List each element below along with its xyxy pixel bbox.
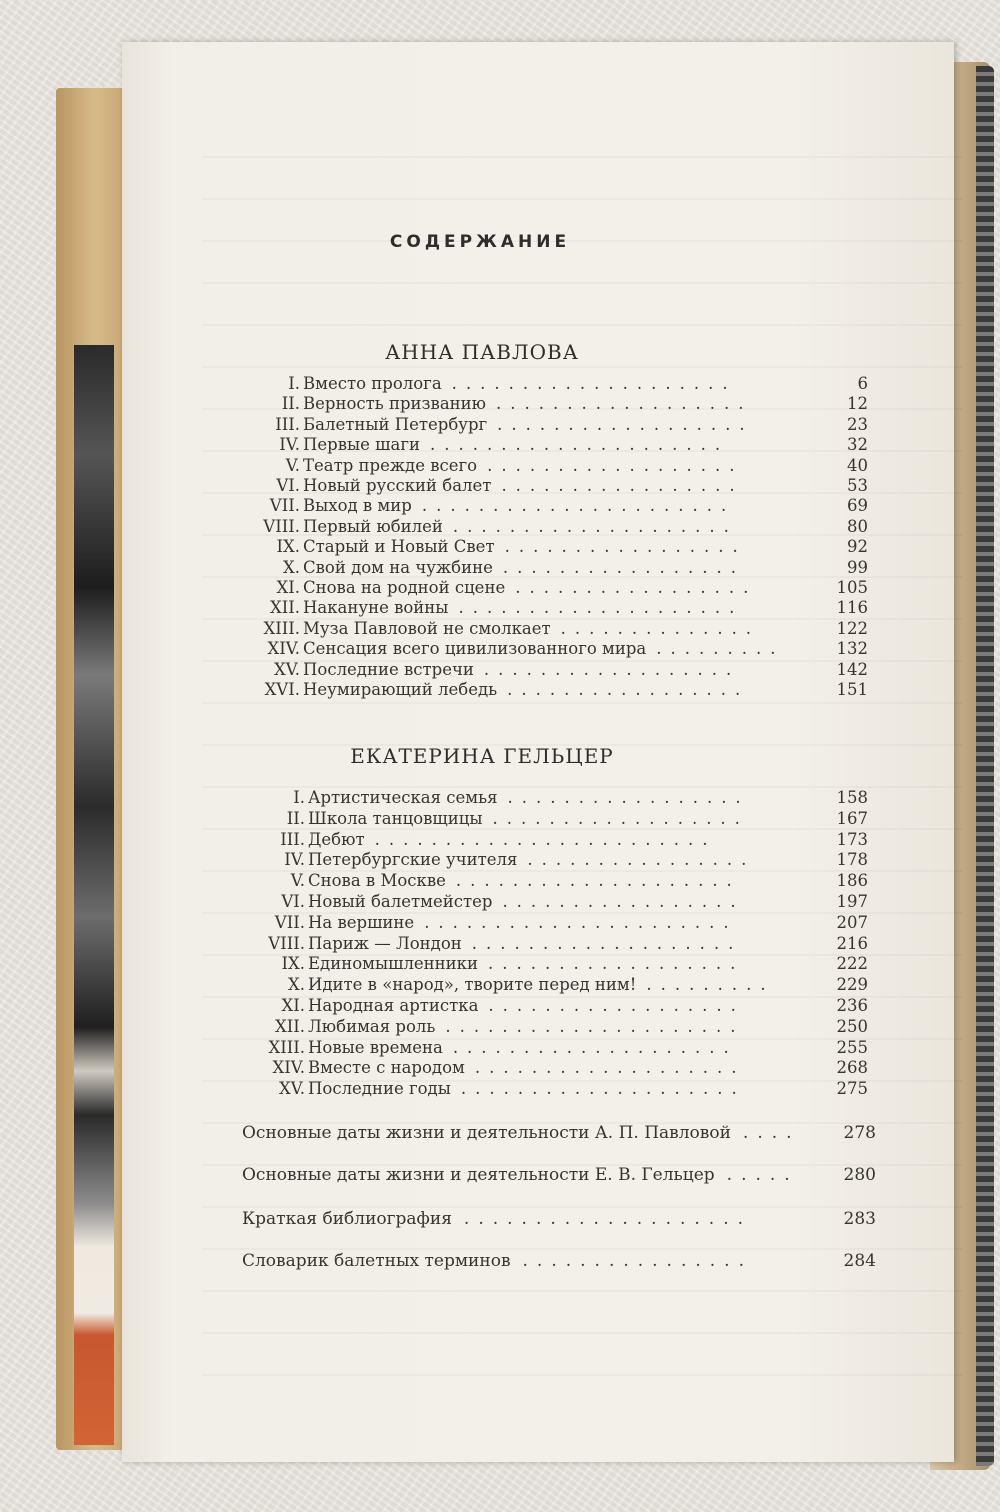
entry-number: VIII. — [263, 516, 300, 536]
toc-entry — [0, 871, 1000, 891]
entry-page-number: 105 — [836, 578, 868, 597]
toc-entry — [0, 892, 1000, 912]
toc-entry — [0, 415, 1000, 435]
entry-page-number: 53 — [847, 476, 868, 495]
entry-title: На вершине — [308, 912, 415, 932]
entry-number: XI. — [281, 996, 305, 1015]
entry-number: XII. — [269, 598, 300, 618]
entry-title: Последние встречи — [303, 659, 474, 679]
dot-leader: ......... — [656, 639, 785, 659]
entry-title: Муза Павловой не смолкает — [303, 618, 551, 638]
toc-entry — [0, 456, 1000, 476]
entry-number: I. — [288, 374, 300, 393]
toc-entry — [0, 680, 1000, 700]
entry-page-number: 250 — [836, 1016, 868, 1036]
dot-leader: ......... — [646, 975, 775, 995]
entry-title: Первый юбилей — [303, 516, 443, 536]
dot-leader: ................. — [502, 557, 746, 577]
entry-number: X. — [288, 975, 305, 995]
entry-title: Старый и Новый Свет — [303, 537, 495, 557]
entry-title: Дебют — [308, 829, 365, 849]
entry-number: IV. — [279, 435, 300, 455]
entry-page-number: 6 — [857, 374, 868, 393]
entry-title: Париж — Лондон — [308, 933, 462, 953]
dot-leader: .................... — [460, 1079, 746, 1099]
entry-page-number: 32 — [847, 435, 868, 455]
entry-page-number: 158 — [836, 788, 868, 807]
toc-entry — [0, 598, 1000, 618]
entry-number: XIV. — [272, 1058, 305, 1078]
entry-page-number: 268 — [836, 1058, 868, 1078]
entry-page-number: 132 — [836, 639, 868, 659]
toc-entry — [0, 558, 1000, 578]
dot-leader: ................ — [527, 850, 756, 870]
dot-leader: .................. — [487, 455, 744, 475]
entry-title: Единомышленники — [308, 954, 478, 974]
entry-number: VI. — [276, 476, 300, 495]
entry-page-number: 229 — [836, 975, 868, 995]
dot-leader: .................. — [496, 394, 753, 414]
toc-entry — [0, 1079, 1000, 1099]
entry-title: Новые времена — [308, 1037, 443, 1057]
entry-page-number: 173 — [836, 829, 868, 849]
toc-entry — [0, 435, 1000, 455]
entry-title: Балетный Петербург — [303, 414, 488, 434]
entry-number: IX. — [281, 954, 305, 974]
dot-leader: ..... — [726, 1165, 799, 1185]
entry-title: Снова в Москве — [308, 871, 446, 891]
entry-title: Новый балетмейстер — [308, 892, 493, 911]
entry-number: VII. — [269, 496, 300, 516]
entry-number: XI. — [276, 578, 300, 597]
entry-title: Театр прежде всего — [303, 455, 478, 475]
entry-number: VIII. — [268, 933, 305, 953]
entry-page-number: 122 — [836, 618, 868, 638]
dot-leader: .................. — [492, 808, 749, 828]
entry-title: Вместо пролога — [303, 374, 442, 393]
entry-page-number: 255 — [836, 1037, 868, 1057]
entry-page-number: 116 — [836, 598, 868, 618]
dot-leader: .................. — [483, 659, 741, 679]
toc-entry — [0, 1038, 1000, 1058]
book-page-stack — [976, 66, 994, 1466]
entry-page-number: 23 — [847, 414, 868, 434]
entry-title: Народная артистка — [308, 996, 479, 1015]
toc-entry — [0, 394, 1000, 414]
dot-leader: ...................... — [421, 496, 736, 516]
toc-entry — [0, 954, 1000, 974]
dot-leader: .................... — [451, 374, 737, 393]
entry-title: Последние годы — [308, 1079, 451, 1099]
entry-number: VI. — [281, 892, 305, 911]
entry-title: Неумирающий лебедь — [303, 680, 498, 699]
toc-entry — [0, 809, 1000, 829]
entry-number: XV. — [273, 659, 300, 679]
dot-leader: .................. — [488, 996, 745, 1015]
toc-entry — [0, 934, 1000, 954]
entry-number: VII. — [274, 912, 305, 932]
toc-entry — [0, 639, 1000, 659]
entry-page-number: 99 — [847, 557, 868, 577]
entry-title: Новый русский балет — [303, 476, 492, 495]
appendix-title: Словарик балетных терминов — [242, 1251, 511, 1271]
entry-title: Школа танцовщицы — [308, 808, 483, 828]
toc-entry — [0, 1058, 1000, 1078]
entry-title: Любимая роль — [308, 1016, 436, 1036]
section-title-pavlova: АННА ПАВЛОВА — [385, 340, 579, 364]
entry-page-number: 178 — [836, 850, 868, 870]
toc-entry — [0, 850, 1000, 870]
toc-entry — [0, 660, 1000, 680]
entry-title: Вместе с народом — [308, 1058, 465, 1078]
entry-page-number: 197 — [836, 892, 868, 911]
entry-title: Выход в мир — [303, 496, 412, 516]
appendix-title: Основные даты жизни и деятельности Е. В. Гельцер — [242, 1165, 715, 1185]
appendix-title: Краткая библиография — [242, 1209, 452, 1229]
entry-page-number: 275 — [836, 1079, 868, 1099]
entry-number: III. — [275, 414, 300, 434]
dot-leader: .................. — [497, 414, 754, 434]
dot-leader: .... — [742, 1123, 801, 1143]
entry-title: Сенсация всего цивилизованного мира — [303, 639, 647, 659]
entry-number: XVI. — [264, 680, 300, 699]
dot-leader: .................... — [455, 871, 741, 891]
entry-page-number: 186 — [836, 871, 868, 891]
toc-entry — [0, 476, 1000, 496]
entry-number: XIII. — [263, 618, 300, 638]
entry-page-number: 142 — [836, 659, 868, 679]
dot-leader: ...................... — [424, 912, 738, 932]
toc-entry — [0, 496, 1000, 516]
toc-entry — [0, 996, 1000, 1016]
entry-page-number: 92 — [847, 537, 868, 557]
toc-entry — [0, 578, 1000, 598]
entry-number: V. — [290, 871, 305, 891]
toc-entry — [0, 537, 1000, 557]
dot-leader: .................... — [452, 516, 738, 536]
toc-entry — [0, 619, 1000, 639]
entry-title: Артистическая семья — [308, 788, 498, 807]
entry-number: III. — [280, 829, 305, 849]
entry-title: Верность призванию — [303, 394, 487, 414]
appendix-page-number: 284 — [843, 1251, 876, 1271]
entry-number: XV. — [278, 1079, 305, 1099]
dot-leader: ................. — [507, 680, 750, 699]
appendix-title: Основные даты жизни и деятельности А. П. Павловой — [242, 1123, 731, 1143]
entry-page-number: 12 — [847, 394, 868, 414]
dot-leader: ................. — [515, 578, 758, 597]
entry-number: IV. — [284, 850, 305, 870]
entry-number: XII. — [274, 1016, 305, 1036]
entry-page-number: 207 — [836, 912, 868, 932]
entry-number: X. — [283, 557, 300, 577]
dot-leader: .................... — [458, 598, 744, 618]
toc-entry — [0, 830, 1000, 850]
entry-number: XIV. — [267, 639, 300, 659]
appendix-page-number: 278 — [843, 1123, 876, 1143]
entry-number: II. — [286, 808, 305, 828]
entry-page-number: 151 — [836, 680, 868, 699]
dot-leader: .................. — [488, 954, 745, 974]
dot-leader: ................. — [507, 788, 750, 807]
entry-page-number: 222 — [836, 954, 868, 974]
entry-page-number: 167 — [836, 808, 868, 828]
entry-number: II. — [281, 394, 300, 414]
entry-number: V. — [285, 455, 300, 475]
dot-leader: ................... — [474, 1058, 746, 1078]
appendix-page-number: 280 — [843, 1165, 876, 1185]
toc-entry — [0, 788, 1000, 808]
dot-leader: ................ — [522, 1251, 753, 1271]
entry-title: Накануне войны — [303, 598, 449, 618]
appendix-page-number: 283 — [843, 1209, 876, 1229]
entry-title: Идите в «народ», творите перед ним! — [308, 975, 637, 995]
dot-leader: ................. — [502, 892, 745, 911]
toc-entry — [0, 913, 1000, 933]
entry-number: IX. — [276, 537, 300, 557]
entry-page-number: 69 — [847, 496, 868, 516]
entry-page-number: 40 — [847, 455, 868, 475]
entry-page-number: 216 — [836, 933, 868, 953]
dot-leader: ................... — [471, 933, 743, 953]
dot-leader: ..................... — [429, 435, 730, 455]
dot-leader: .................... — [463, 1209, 752, 1229]
dot-leader: ................. — [504, 537, 747, 557]
section-title-geltser: ЕКАТЕРИНА ГЕЛЬЦЕР — [350, 744, 614, 768]
toc-entry — [0, 517, 1000, 537]
dot-leader: ................. — [501, 476, 744, 495]
dot-leader: ..................... — [445, 1016, 745, 1036]
dot-leader: .............. — [560, 618, 761, 638]
dot-leader: .................... — [452, 1037, 738, 1057]
toc-entry — [0, 1017, 1000, 1037]
entry-title: Свой дом на чужбине — [303, 557, 493, 577]
entry-title: Петербургские учителя — [308, 850, 518, 870]
entry-title: Снова на родной сцене — [303, 578, 506, 597]
entry-title: Первые шаги — [303, 435, 420, 455]
toc-entry — [0, 975, 1000, 995]
entry-number: I. — [293, 788, 305, 807]
entry-number: XIII. — [268, 1037, 305, 1057]
entry-page-number: 236 — [836, 996, 868, 1015]
toc-entry — [0, 374, 1000, 394]
page-heading: СОДЕРЖАНИЕ — [389, 232, 571, 252]
dot-leader: ........................ — [374, 829, 717, 849]
entry-page-number: 80 — [847, 516, 868, 536]
